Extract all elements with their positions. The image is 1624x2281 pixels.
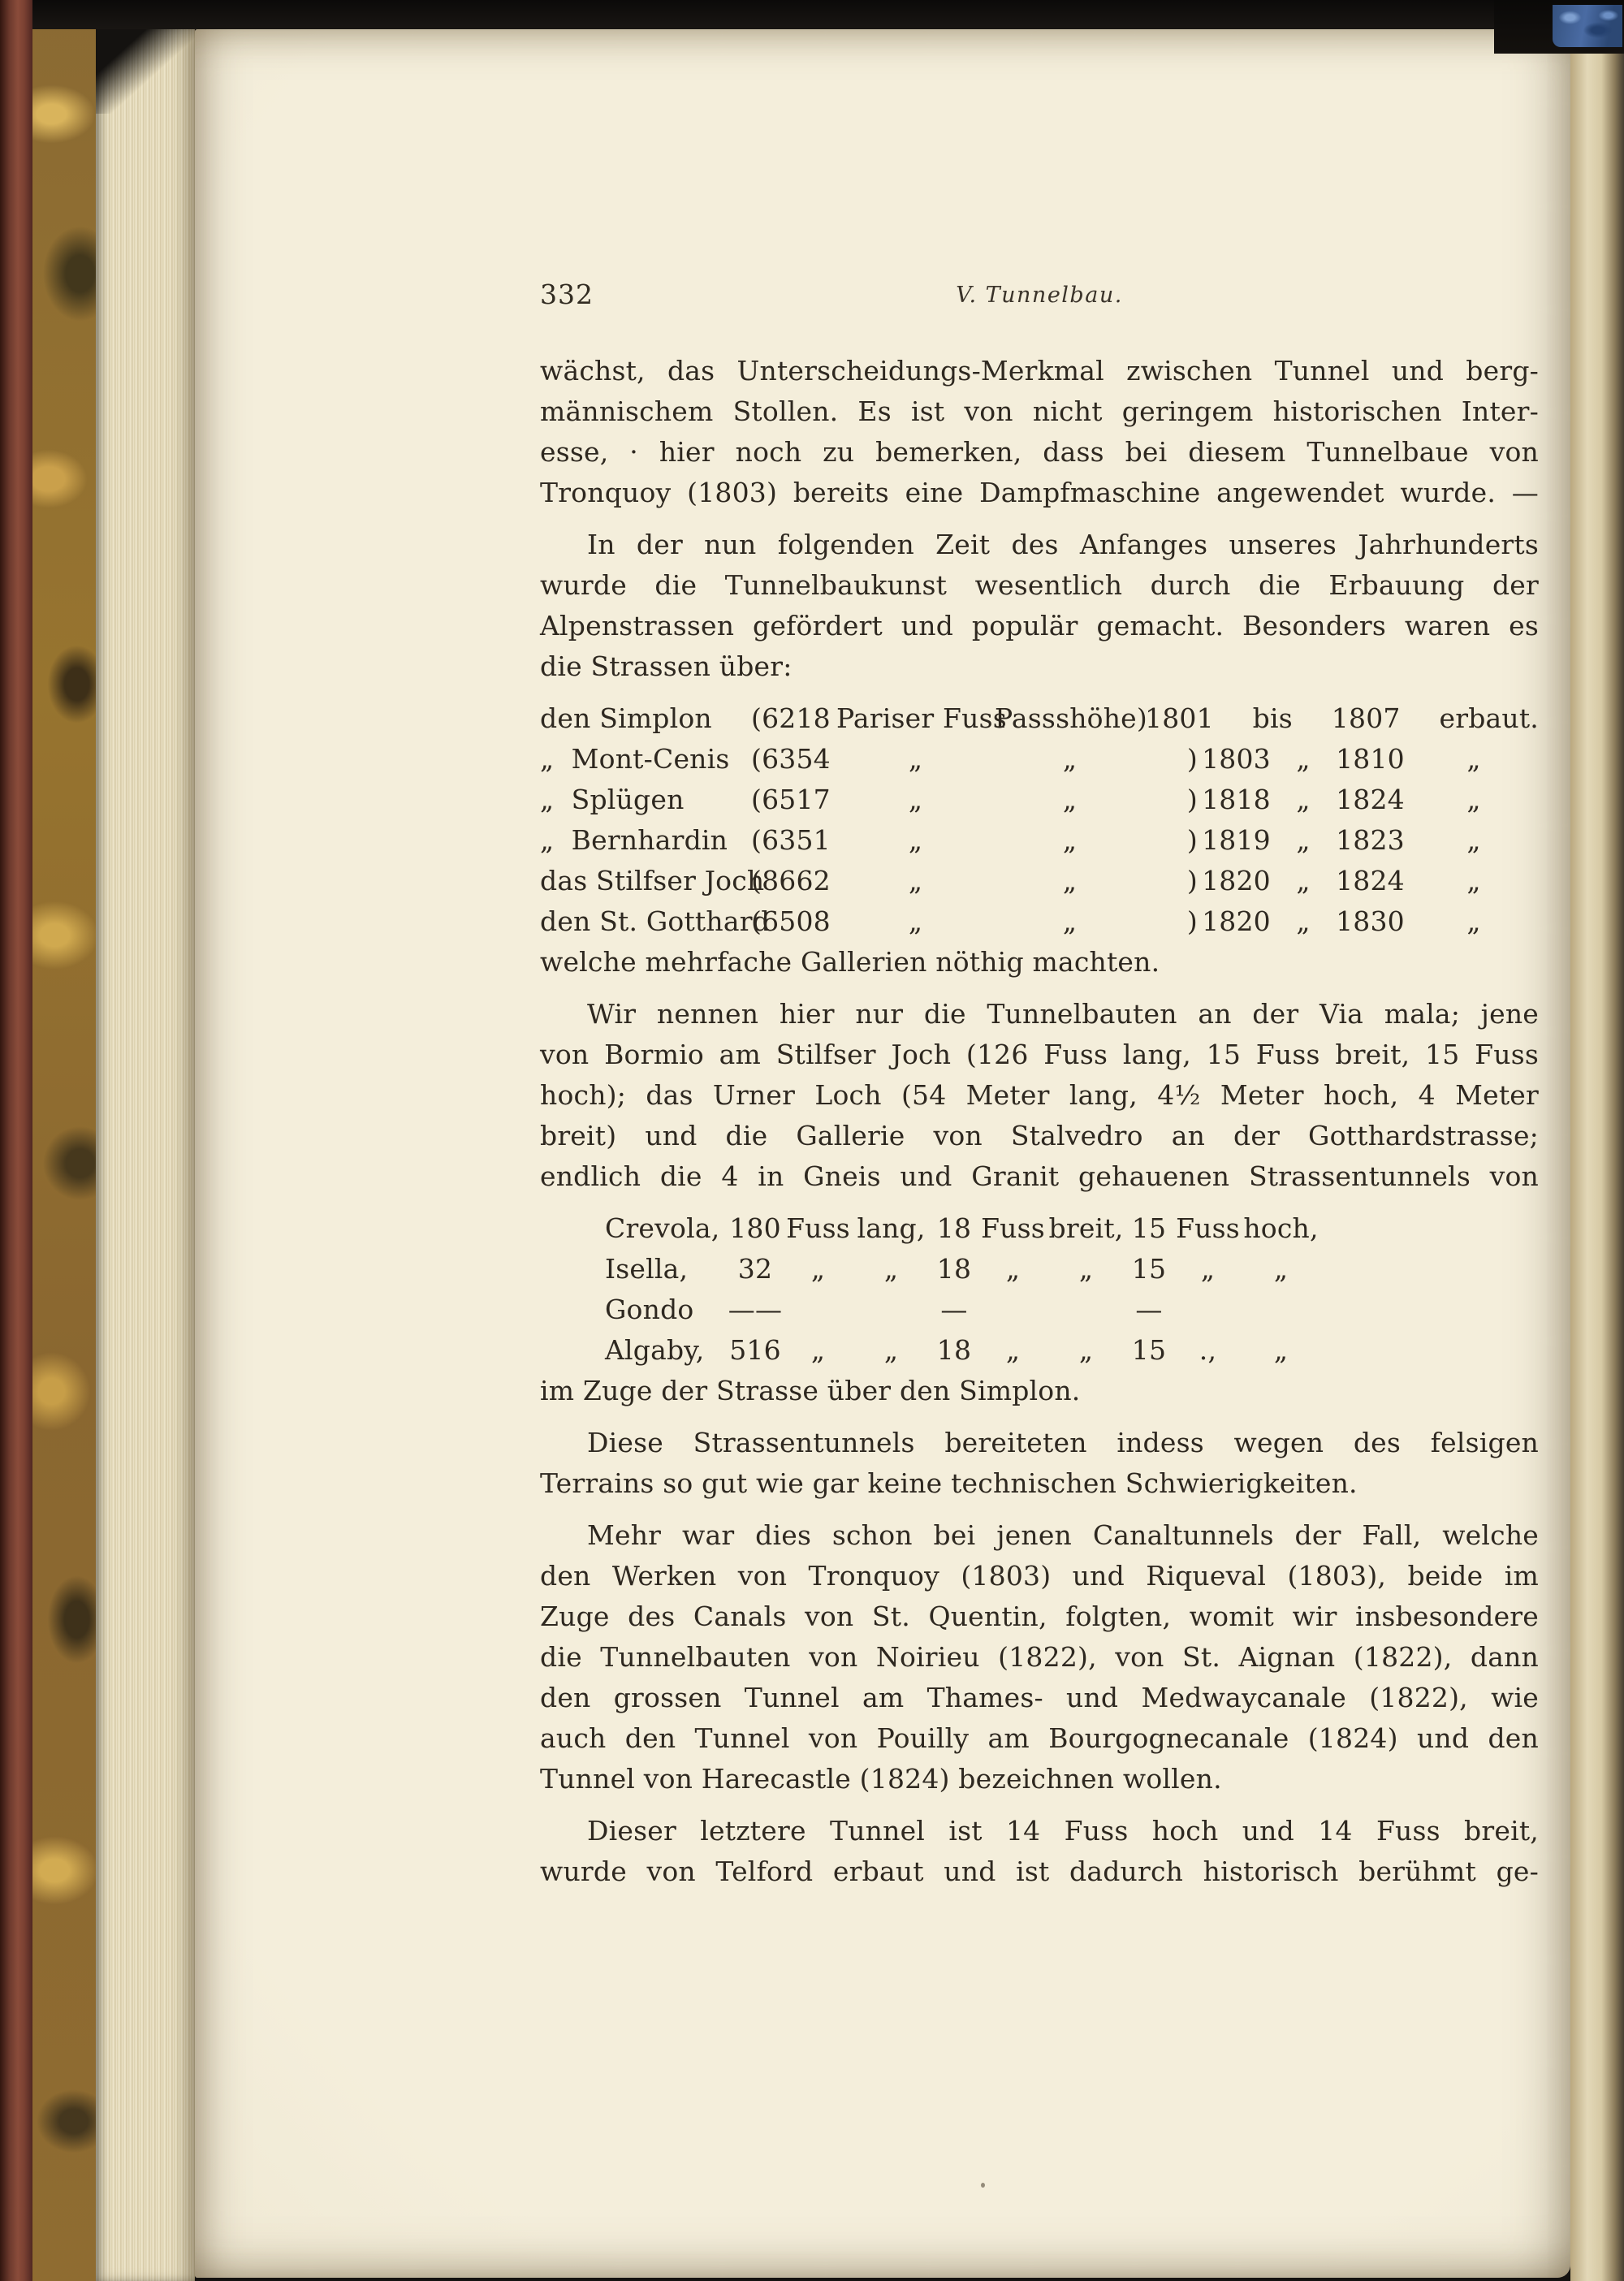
text-line: die Strassen über: xyxy=(540,650,793,682)
tunnel-unit: hoch, xyxy=(1243,1212,1319,1244)
blue-cloth-corner xyxy=(1553,5,1622,47)
close-paren: ) xyxy=(1186,743,1198,775)
year-end: 1824 xyxy=(1336,865,1405,896)
tunnel-width: 18 xyxy=(936,1253,972,1285)
tunnel-height: 15 xyxy=(1131,1212,1167,1244)
pass-years: 1801 bis 1807 erbaut. xyxy=(1145,702,1539,734)
ditto-mark: „ xyxy=(908,865,923,896)
ditto-mark: „ xyxy=(908,784,923,815)
year-start: 1820 xyxy=(1202,865,1271,896)
year-start: 1820 xyxy=(1202,905,1271,937)
pass-name: das Stilfser Joch xyxy=(540,865,765,896)
ditto-mark: ., xyxy=(1199,1334,1217,1366)
pass-elevation: (6354 xyxy=(751,743,831,775)
tunnel-unit: lang, xyxy=(857,1212,926,1244)
pass-table-row xyxy=(540,698,1539,739)
close-paren: ) xyxy=(1186,784,1198,815)
empty-cell xyxy=(853,1290,930,1330)
ditto-mark: „ xyxy=(1273,1253,1289,1285)
tunnel-width: 18 xyxy=(936,1334,972,1366)
text-line: auch den Tunnel von Pouilly am Bourgognecanale (1824) und den xyxy=(540,1722,1539,1754)
year-end: 1810 xyxy=(1336,743,1405,775)
tunnel-unit: Fuss xyxy=(786,1212,850,1244)
text-line: den Werken von Tronquoy (1803) und Riqueval (1803), beide im xyxy=(540,1560,1539,1592)
year-start: 1803 xyxy=(1202,743,1271,775)
pass-name: den Simplon xyxy=(540,702,712,734)
text-line: esse, · hier noch zu bemerken, dass bei diesem Tunnelbaue von xyxy=(540,436,1539,468)
ditto-mark: „ xyxy=(908,743,923,775)
empty-cell xyxy=(784,1290,853,1330)
marbled-cover-edge xyxy=(32,0,96,2281)
tunnel-height: 15 xyxy=(1131,1253,1167,1285)
text-line: breit) und die Gallerie von Stalvedro an der Gotthardstrasse; xyxy=(540,1120,1539,1151)
running-header: V. Tunnelbau. xyxy=(956,283,1123,308)
page-text xyxy=(540,351,1539,1903)
ditto-mark: „ xyxy=(1296,743,1311,775)
text-line: Mehr war dies schon bei jenen Canaltunnels der Fall, welche xyxy=(587,1519,1539,1551)
ditto-mark: „ xyxy=(883,1334,899,1366)
tunnel-name: Isella, xyxy=(605,1253,689,1285)
ditto-mark: „ xyxy=(1466,784,1481,815)
background-top xyxy=(0,0,1624,29)
tunnel-length: 180 xyxy=(729,1212,781,1244)
text-line: Diese Strassentunnels bereiteten indess wegen des felsigen xyxy=(587,1427,1539,1458)
background-top-right xyxy=(1494,0,1624,54)
text-line: Tronquoy (1803) bereits eine Dampfmaschine angewendet wurde. — xyxy=(540,477,1539,508)
ditto-mark: „ xyxy=(1466,743,1481,775)
close-paren: ) xyxy=(1186,824,1198,856)
empty-cell xyxy=(1173,1290,1242,1330)
ditto-mark: „ xyxy=(810,1334,826,1366)
ditto-mark: „ xyxy=(1078,1253,1094,1285)
close-paren: ) xyxy=(1186,905,1198,937)
tunnel-height: 15 xyxy=(1131,1334,1167,1366)
text-line: endlich die 4 in Gneis und Granit gehauenen Strassentunnels von xyxy=(540,1160,1539,1192)
text-line: wächst, das Unterscheidungs-Merkmal zwischen Tunnel und berg- xyxy=(540,355,1539,387)
ditto-mark: „ xyxy=(1466,905,1481,937)
text-line: Dieser letztere Tunnel ist 14 Fuss hoch und 14 Fuss breit, xyxy=(587,1815,1539,1847)
pass-table-caption: welche mehrfache Gallerien nöthig machten. xyxy=(540,946,1160,978)
pass-elevation: (6508 xyxy=(751,905,831,937)
pass-elevation: (6218 xyxy=(751,702,831,734)
pass-elevation: (8662 xyxy=(751,865,831,896)
empty-cell xyxy=(1047,1290,1125,1330)
tunnel-row xyxy=(540,1208,1539,1249)
tunnel-length: 32 xyxy=(737,1253,773,1285)
book-page xyxy=(195,29,1570,2278)
text-line: Zuge des Canals von St. Quentin, folgten, womit wir insbesondere xyxy=(540,1601,1539,1632)
text-line: Wir nennen hier nur die Tunnelbauten an der Via mala; jene xyxy=(587,998,1539,1030)
pass-table-row xyxy=(540,780,1539,820)
ditto-mark: „ xyxy=(1062,905,1078,937)
text-line: In der nun folgenden Zeit des Anfanges unseres Jahrhunderts xyxy=(587,529,1539,560)
pass-name: „ Bernhardin xyxy=(540,824,728,856)
tunnel-row xyxy=(540,1330,1539,1371)
page-number: 332 xyxy=(540,279,594,310)
ditto-mark: „ xyxy=(1296,824,1311,856)
tunnel-name: Crevola, xyxy=(605,1212,720,1244)
dash-mark: — xyxy=(940,1294,968,1325)
road-tunnel-table xyxy=(540,1208,1539,1411)
pass-name: den St. Gotthard xyxy=(540,905,771,937)
ditto-mark: „ xyxy=(883,1253,899,1285)
text-line: Terrains so gut wie gar keine technischen Schwierigkeiten. xyxy=(540,1467,1358,1499)
text-line: wurde die Tunnelbaukunst wesentlich durch die Erbauung der xyxy=(540,569,1539,601)
ditto-mark: „ xyxy=(1062,865,1078,896)
text-line: Alpenstrassen gefördert und populär gemacht. Besonders waren es xyxy=(540,610,1539,642)
tunnel-name: Gondo xyxy=(605,1294,694,1325)
paragraph-6 xyxy=(540,1811,1539,1892)
empty-cell xyxy=(1242,1290,1320,1330)
ditto-mark: „ xyxy=(1296,784,1311,815)
tunnel-table-closing: im Zuge der Strasse über den Simplon. xyxy=(540,1375,1081,1406)
pass-table-row xyxy=(540,820,1539,861)
ditto-mark: „ xyxy=(1005,1253,1021,1285)
pass-table-row xyxy=(540,739,1539,780)
text-line: wurde von Telford erbaut und ist dadurch historisch berühmt ge- xyxy=(540,1855,1539,1887)
tunnel-name: Algaby, xyxy=(605,1334,705,1366)
pass-table-row xyxy=(540,861,1539,901)
paragraph-2 xyxy=(540,525,1539,687)
book-cover-spine xyxy=(0,0,32,2281)
alpine-pass-table xyxy=(540,698,1539,983)
text-line: hoch); das Urner Loch (54 Meter lang, 4½ Meter hoch, 4 Meter xyxy=(540,1079,1539,1111)
ditto-mark: „ xyxy=(1062,784,1078,815)
ditto-mark: „ xyxy=(1062,743,1078,775)
ditto-mark: „ xyxy=(1200,1253,1216,1285)
ditto-mark: „ xyxy=(1466,824,1481,856)
ditto-mark: „ xyxy=(1005,1334,1021,1366)
ditto-mark: „ xyxy=(1062,824,1078,856)
empty-cell xyxy=(978,1290,1047,1330)
pass-name: „ Splügen xyxy=(540,784,685,815)
tunnel-width: 18 xyxy=(936,1212,972,1244)
pass-unit: Passshöhe) xyxy=(995,702,1147,734)
ditto-mark: „ xyxy=(908,824,923,856)
text-line: den grossen Tunnel am Thames- und Medwaycanale (1822), wie xyxy=(540,1682,1539,1713)
ditto-mark: „ xyxy=(1078,1334,1094,1366)
ditto-mark: „ xyxy=(1273,1334,1289,1366)
tunnel-unit: Fuss xyxy=(1176,1212,1240,1244)
paragraph-1 xyxy=(540,351,1539,513)
tunnel-row xyxy=(540,1249,1539,1290)
year-end: 1824 xyxy=(1336,784,1405,815)
paragraph-5 xyxy=(540,1515,1539,1799)
page-mark xyxy=(981,2183,985,2188)
text-line: die Tunnelbauten von Noirieu (1822), von St. Aignan (1822), dann xyxy=(540,1641,1539,1673)
year-end: 1823 xyxy=(1336,824,1405,856)
close-paren: ) xyxy=(1186,865,1198,896)
ditto-mark: „ xyxy=(810,1253,826,1285)
tunnel-row xyxy=(540,1290,1539,1330)
dash-mark: — xyxy=(1135,1294,1163,1325)
pass-elevation: (6351 xyxy=(751,824,831,856)
ditto-mark: „ xyxy=(1296,905,1311,937)
year-end: 1830 xyxy=(1336,905,1405,937)
text-line: männischem Stollen. Es ist von nicht geringem historischen Inter- xyxy=(540,395,1539,427)
pass-table-row xyxy=(540,901,1539,942)
text-line: von Bormio am Stilfser Joch (126 Fuss lang, 15 Fuss breit, 15 Fuss xyxy=(540,1039,1539,1070)
ditto-mark: „ xyxy=(1466,865,1481,896)
ditto-mark: „ xyxy=(1296,865,1311,896)
tunnel-unit: breit, xyxy=(1048,1212,1124,1244)
right-page-edge xyxy=(1570,24,1624,2281)
page-edges-stack xyxy=(96,24,195,2281)
pass-name: „ Mont-Cenis xyxy=(540,743,730,775)
pass-unit: Pariser Fuss xyxy=(836,702,1007,734)
year-start: 1819 xyxy=(1202,824,1271,856)
text-line: Tunnel von Harecastle (1824) bezeichnen wollen. xyxy=(540,1763,1222,1795)
year-start: 1818 xyxy=(1202,784,1271,815)
pass-elevation: (6517 xyxy=(751,784,831,815)
dash-mark: —— xyxy=(728,1294,783,1325)
page-header xyxy=(540,279,1539,321)
ditto-mark: „ xyxy=(908,905,923,937)
paragraph-4 xyxy=(540,1423,1539,1504)
tunnel-unit: Fuss xyxy=(981,1212,1045,1244)
tunnel-length: 516 xyxy=(729,1334,781,1366)
paragraph-3 xyxy=(540,994,1539,1197)
